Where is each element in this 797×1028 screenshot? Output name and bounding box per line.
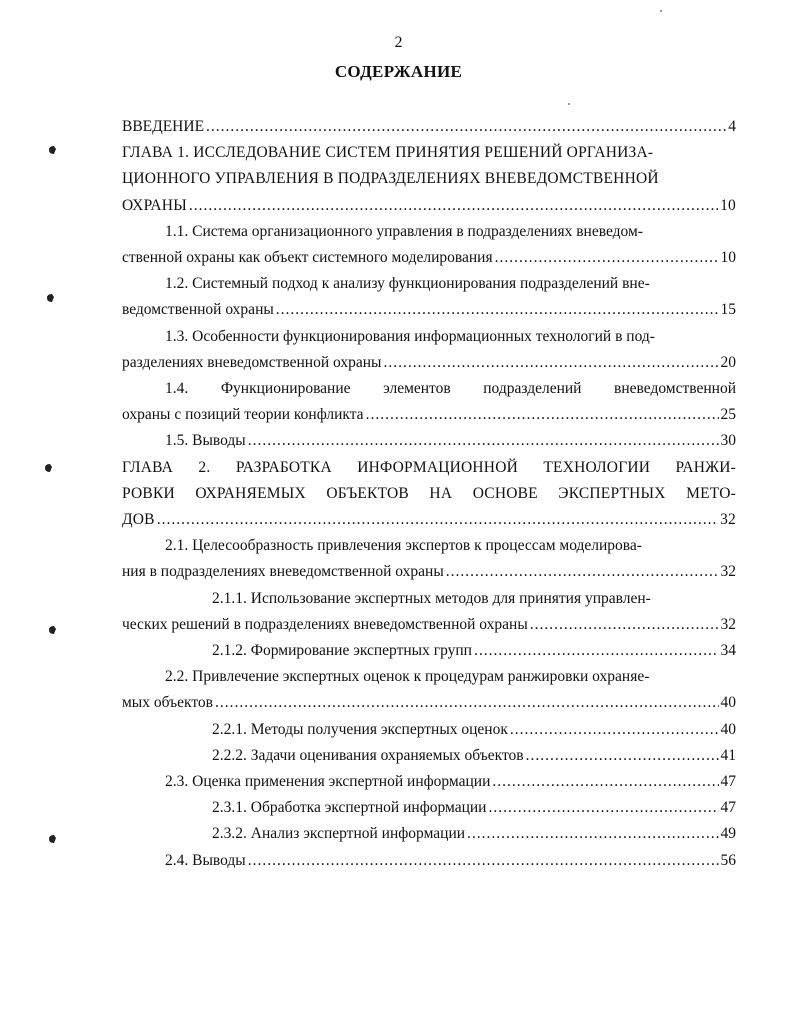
scan-speck: [568, 103, 570, 105]
toc-entry-section-2-2-1[interactable]: [122, 717, 736, 743]
toc-page-number: 10: [720, 249, 736, 267]
toc-entry-title: 2.3.1. Обработка экспертной информации: [212, 799, 487, 817]
toc-entry-title: 1.3. Особенности функционирования информационных технологий в под-: [165, 327, 655, 345]
toc-entry-section-2-3-1[interactable]: [122, 795, 736, 821]
toc-entry-title: 2.4. Выводы: [165, 851, 246, 869]
toc-entry-section-1-3[interactable]: [122, 324, 736, 376]
toc-page-number: 49: [720, 825, 736, 843]
toc-entry-title-end: охраны с позиций теории конфликта: [122, 406, 364, 424]
leader-dots: [492, 769, 718, 795]
toc-entry-chapter-2[interactable]: [122, 455, 736, 534]
toc-page-number: 40: [720, 720, 736, 738]
toc-entry-title: 2.3. Оценка применения экспертной информации: [165, 773, 491, 791]
toc-entry-section-1-2[interactable]: [122, 271, 736, 323]
toc-entry-section-2-1[interactable]: [122, 533, 736, 585]
leader-dots: [248, 428, 719, 454]
toc-entry-section-2-1-2[interactable]: [122, 638, 736, 664]
page-number: 2: [394, 34, 403, 51]
leader-dots: [467, 821, 718, 847]
toc-page-number: 32: [720, 615, 736, 633]
toc-entry-title-end: разделениях вневедомственной охраны: [122, 353, 382, 371]
leader-dots: [510, 717, 719, 743]
binding-hole-mark-icon: [44, 463, 52, 473]
toc-entry-section-1-5[interactable]: [122, 428, 736, 454]
toc-entry-title-end: ственной охраны как объект системного моделирования: [122, 249, 493, 267]
toc-page-number: 10: [720, 196, 736, 214]
toc-entry-title-continued: РОВКИ ОХРАНЯЕМЫХ ОБЪЕКТОВ НА ОСНОВЕ ЭКСПЕРТНЫХ МЕТО-: [122, 484, 736, 502]
leader-dots: [446, 559, 719, 585]
toc-entry-title-continued: ЦИОННОГО УПРАВЛЕНИЯ В ПОДРАЗДЕЛЕНИЯХ ВНЕВЕДОМСТВЕННОЙ: [122, 170, 659, 188]
toc-entry-title-end: ния в подразделениях вневедомственной охраны: [122, 563, 444, 581]
toc-entry-section-1-1[interactable]: [122, 219, 736, 271]
toc-entry-title: ВВЕДЕНИЕ: [122, 118, 205, 135]
leader-dots: [189, 193, 718, 219]
toc-entry-title: 2.2.2. Задачи оценивания охраняемых объектов: [212, 746, 524, 764]
leader-dots: [215, 690, 719, 716]
leader-dots: [530, 612, 719, 638]
toc-entry-section-2-3-2[interactable]: [122, 821, 736, 847]
toc-page-number: 32: [720, 511, 736, 529]
toc-entry-title-end: ДОВ: [122, 511, 155, 529]
toc-entry-introduction[interactable]: [122, 114, 736, 140]
toc-page-number: 30: [720, 432, 736, 450]
toc-page-number: 34: [720, 642, 736, 660]
leader-dots: [474, 638, 719, 664]
leader-dots: [206, 114, 726, 140]
toc-page-number: 15: [720, 301, 736, 319]
leader-dots: [157, 507, 718, 533]
toc-entry-section-2-1-1[interactable]: [122, 586, 736, 638]
toc-entry-title: 1.5. Выводы: [165, 432, 246, 450]
leader-dots: [526, 743, 719, 769]
toc-page-number: 32: [720, 563, 736, 581]
toc-entry-section-2-3[interactable]: [122, 769, 736, 795]
toc-entry-chapter-1[interactable]: [122, 140, 736, 219]
toc-entry-section-1-4[interactable]: [122, 376, 736, 428]
toc-entry-title: 2.3.2. Анализ экспертной информации: [212, 825, 466, 843]
toc-entry-title: 2.1.2. Формирование экспертных групп: [212, 642, 472, 660]
toc-entry-title: ГЛАВА 1. ИССЛЕДОВАНИЕ СИСТЕМ ПРИНЯТИЯ РЕШЕНИЙ ОРГАНИЗА-: [122, 144, 654, 162]
toc-entry-title-end: ОХРАНЫ: [122, 196, 187, 214]
leader-dots: [383, 350, 718, 376]
toc-page-number: 4: [728, 118, 736, 135]
toc-page-number: 41: [720, 746, 736, 764]
toc-entry-title: 2.1. Целесообразность привлечения экспертов к процессам моделирова-: [165, 537, 642, 555]
toc-title: СОДЕРЖАНИЕ: [334, 62, 463, 81]
toc-entry-title: 1.2. Системный подход к анализу функционирования подразделений вне-: [165, 275, 650, 293]
toc-entry-title: 2.1.1. Использование экспертных методов для принятия управлен-: [212, 589, 651, 607]
toc-page-number: 47: [720, 799, 736, 817]
leader-dots: [366, 402, 719, 428]
toc-entry-title: ГЛАВА 2. РАЗРАБОТКА ИНФОРМАЦИОННОЙ ТЕХНОЛОГИИ РАНЖИ-: [122, 458, 736, 476]
toc-entry-title-end: ведомственной охраны: [122, 301, 274, 319]
binding-hole-mark-icon: [48, 145, 56, 155]
toc-entry-title: 1.4. Функционирование элементов подразделений вневедомственной: [165, 380, 736, 398]
toc-entry-title-end: мых объектов: [122, 694, 213, 712]
toc-entry-section-2-2[interactable]: [122, 664, 736, 716]
toc-entry-section-2-4[interactable]: [122, 848, 736, 874]
scan-speck: [660, 10, 662, 12]
toc-entry-title-end: ческих решений в подразделениях вневедомственной охраны: [122, 615, 528, 633]
toc-page-number: 40: [720, 694, 736, 712]
toc-page-number: 56: [720, 851, 736, 869]
toc-page-number: 47: [720, 773, 736, 791]
leader-dots: [495, 245, 719, 271]
leader-dots: [488, 795, 718, 821]
toc-page-number: 25: [720, 406, 736, 424]
toc-entry-title: 2.2. Привлечение экспертных оценок к процедурам ранжировки охраняе-: [165, 668, 650, 686]
leader-dots: [276, 297, 719, 323]
leader-dots: [248, 848, 719, 874]
binding-hole-mark-icon: [46, 293, 54, 303]
binding-hole-mark-icon: [48, 625, 56, 635]
table-of-contents: [122, 114, 736, 874]
toc-entry-section-2-2-2[interactable]: [122, 743, 736, 769]
binding-hole-mark-icon: [48, 834, 56, 844]
toc-page-number: 20: [720, 353, 736, 371]
toc-entry-title: 1.1. Система организационного управления в подразделениях вневедом-: [165, 222, 643, 240]
toc-entry-title: 2.2.1. Методы получения экспертных оценок: [212, 720, 508, 738]
